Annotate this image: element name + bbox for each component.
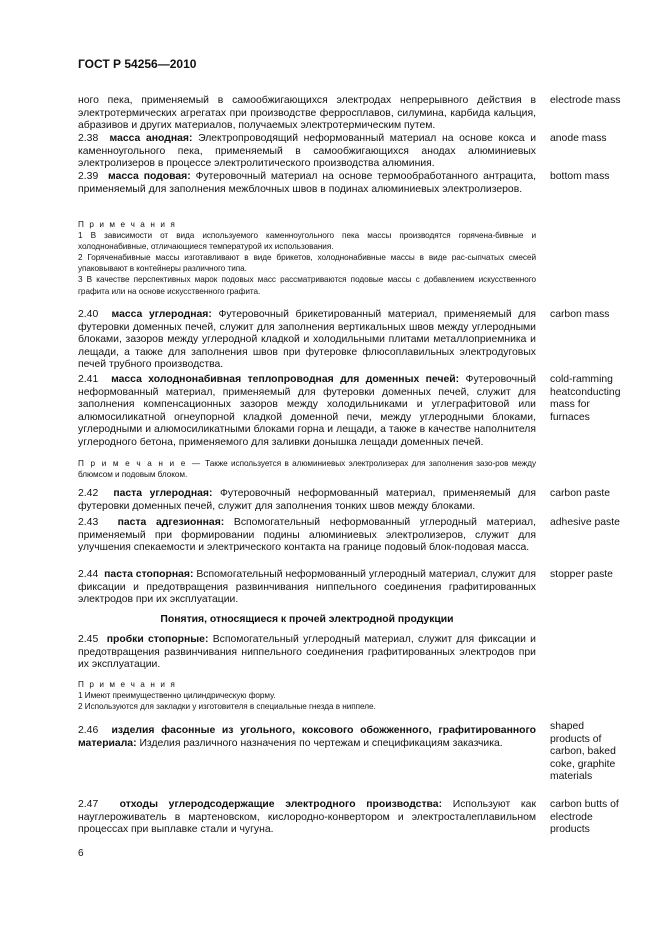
notes-block-2 xyxy=(78,679,536,712)
term-name: пробки стопорные: xyxy=(106,634,209,645)
term-number: 2.40 xyxy=(78,309,99,320)
note-item: 3 В качестве перспективных марок подовых масс рассматриваются подовые массы с добавлением искусственного графита или на основе искусственного графита. xyxy=(78,275,536,296)
term-2-41 xyxy=(78,374,536,449)
term-definition: Вспомогательный углеродный материал, служит для фиксации и предотвращения развинчивания ниппельного соединения графитированных электродов при их эксплуатации. xyxy=(78,634,536,671)
term-2-46-en: shaped products of carbon, baked coke, graphite materials xyxy=(550,721,616,783)
term-2-40 xyxy=(78,309,536,372)
note-item: 1 Имеют преимущественно цилиндрическую форму. xyxy=(78,691,276,701)
term-2-44 xyxy=(78,569,536,607)
term-number: 2.42 xyxy=(78,488,99,499)
term-name: масса углеродная: xyxy=(111,309,212,320)
note-text: Также используется в алюминиевых электролизерах для заполнения зазо-ров между блюмсом и подовым блоком. xyxy=(78,459,537,480)
term-definition: Футеровочный материал на основе термообработанного антрацита, применяемый для заполнения межблочных швов в подинах алюминиевых электролизеров. xyxy=(78,171,536,195)
term-number: 2.47 xyxy=(78,799,99,810)
term-2-39 xyxy=(78,171,536,196)
term-definition: Используют как науглероживатель в мартеновском, кислородно-конвертором и электросталеплавильном процессах при выплавке стали и чугуна. xyxy=(78,799,536,836)
term-2-45 xyxy=(78,634,536,672)
term-2-47 xyxy=(78,799,536,837)
term-name: масса холоднонабивная теплопроводная для доменных печей: xyxy=(111,374,460,385)
note-item: 2 Используются для закладки у изготовителя в специальные гнезда в ниппеле. xyxy=(78,702,376,712)
term-continuation-en: electrode mass xyxy=(550,95,621,106)
term-number: 2.39 xyxy=(78,171,99,182)
term-number: 2.43 xyxy=(78,517,99,528)
term-name: паста углеродная: xyxy=(113,488,213,499)
term-2-42 xyxy=(78,488,536,513)
notes-title: П р и м е ч а н и я xyxy=(78,680,177,689)
term-name: изделия фасонные из угольного, коксового обожженного, графитированного материала: xyxy=(78,725,537,749)
term-definition: Электропроводящий неформованный материал на основе кокса и каменноугольного пека, применяемый в самообжигающихся анодах алюминиевых электролизеров в процессе электролитического производства алюминия. xyxy=(78,133,537,170)
section-heading: Понятия, относящиеся к прочей электродной продукции xyxy=(160,614,454,625)
term-2-38 xyxy=(78,133,536,171)
term-definition: Вспомогательный неформованный углеродный материал, служит для фиксации и предотвращения развинчивания ниппельного соединения графитированных электродов при их эксплуатации. xyxy=(78,569,536,606)
term-definition: Вспомогательный неформованный углеродный материал, применяемый при формировании подины алюминиевых электролизеров, служит для улучшения спекаемости и электрического контакта на границе подовый блок-подовая масса. xyxy=(78,517,536,554)
term-2-42-en: carbon paste xyxy=(550,488,611,499)
term-number: 2.44 xyxy=(78,569,99,580)
term-2-39-en: bottom mass xyxy=(550,171,610,182)
term-2-44-en: stopper paste xyxy=(550,569,613,580)
term-name: паста адгезионная: xyxy=(117,517,225,528)
term-2-38-en: anode mass xyxy=(550,133,607,144)
page-number: 6 xyxy=(78,848,84,859)
term-definition: Футеровочный неформованный материал, применяемый для футеровки доменных печей, служит для заполнения компенсационных зазоров между холодильниками и углеграфитовой или алюмосиликатной огнеупорной кладкой доменной печи, между углеродными блоками, углеродными и алюмосиликатными блоками горна и лещади, а также в качестве наполнителя углеродного бетона, применяемого для заливки донышка лещади доменных печей. xyxy=(78,374,536,448)
document-header: ГОСТ Р 54256—2010 xyxy=(78,57,197,71)
term-name: масса анодная: xyxy=(109,133,193,144)
term-number: 2.41 xyxy=(78,374,99,385)
term-2-46 xyxy=(78,725,536,750)
term-name: отходы углеродсодержащие электродного производства: xyxy=(119,799,443,810)
term-definition: Футеровочный брикетированный материал, применяемый для футеровки доменных печей, служит для заполнения вертикальных швов между углеродными блоками, зазоров между углеродной кладкой и холодильными плитами металлоприемника и лещади, а также для заполнения швов при футеровке флюсоплавильных электродуговых печей трубного производства. xyxy=(78,309,537,371)
note-block-single xyxy=(78,458,536,480)
term-definition: Изделия различного назначения по чертежам и спецификациям заказчика. xyxy=(139,737,503,749)
note-item: 2 Горяченабивные массы изготавливают в виде брикетов, холоднонабивные массы в виде рас-сыпчатых смесей упаковывают в контейнеры различного типа. xyxy=(78,253,536,274)
term-definition: Футеровочный неформованный материал, применяемый для футеровки доменных печей, служит для заполнения тонких швов между блоками. xyxy=(78,488,536,512)
term-number: 2.45 xyxy=(78,634,99,645)
note-item: 1 В зависимости от вида используемого каменноугольного пека массы производятся горячена-бивные и холоднонабивные, отличающиеся температурой их использования. xyxy=(78,231,536,252)
notes-block-1 xyxy=(78,219,536,297)
term-name: паста стопорная: xyxy=(104,569,194,580)
term-number: 2.46 xyxy=(78,725,99,736)
term-name: масса подовая: xyxy=(108,171,191,182)
notes-title: П р и м е ч а н и я xyxy=(78,220,177,229)
term-continuation-text: ного пека, применяемый в самообжигающихся электродах непрерывного действия в электротермических агрегатах при производстве ферросплавов, силумина, карбида кальция, абразивов и других материалов, получаемых электротермическим путем. xyxy=(78,95,536,132)
term-2-40-en: carbon mass xyxy=(550,309,610,320)
term-2-47-en: carbon butts of electrode products xyxy=(550,799,619,836)
term-2-43 xyxy=(78,517,536,555)
term-continuation xyxy=(78,95,536,133)
term-2-41-en: cold-ramming heatconducting mass for furnaces xyxy=(550,374,621,423)
term-number: 2.38 xyxy=(78,133,99,144)
term-2-43-en: adhesive paste xyxy=(550,517,620,528)
note-label: П р и м е ч а н и е — xyxy=(78,459,202,468)
